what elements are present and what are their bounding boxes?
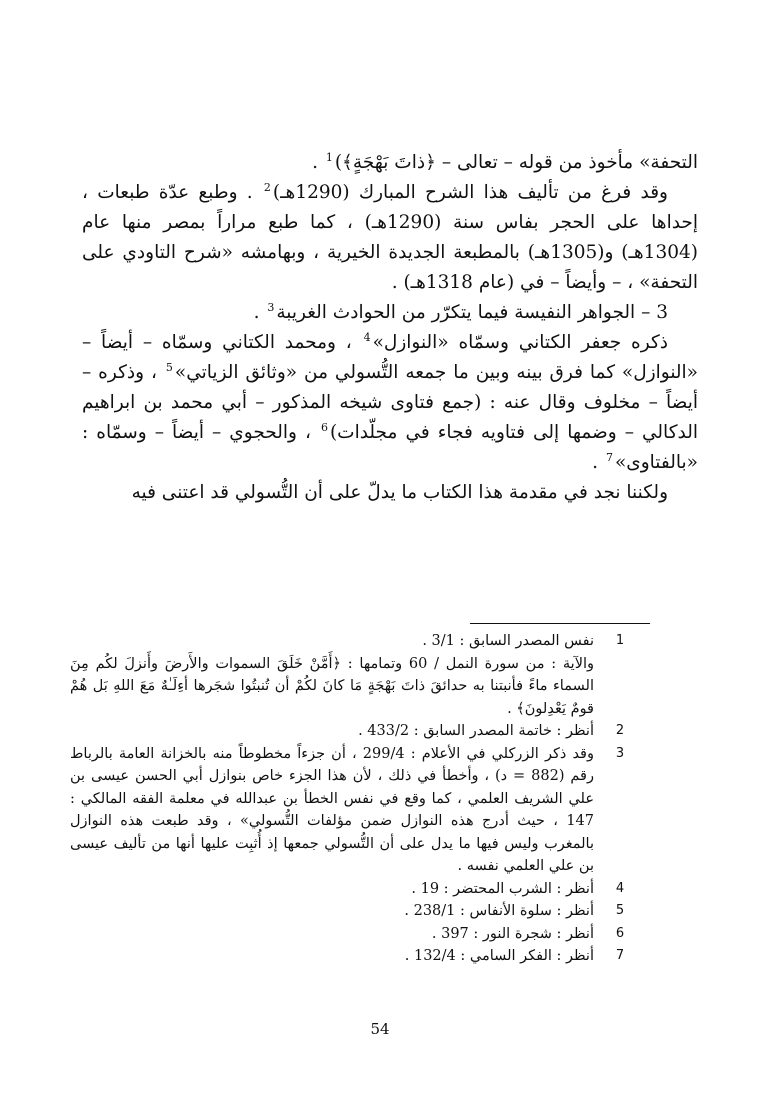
paragraph-5: ولكننا نجد في مقدمة هذا الكتاب ما يدلّ على أن التُّسولي قد اعتنى فيه <box>131 482 668 503</box>
footnote-number: 6 <box>615 925 625 941</box>
footnote-ref[interactable]: 4 <box>363 330 371 344</box>
footnote-separator <box>470 623 650 624</box>
paragraph-2: وقد فرغ من تأليف هذا الشرح المبارك (1290هـ)$^2$ . وطبع عدّة طبعات ، إحداها على الحجر بفاس سنة (1290هـ) ، كما طبع مراراً بمصر منها عام (1304هـ) و(1305هـ) بالمطبعة الجديدة الخيرية ، وبهامشه «شرح التاودي على التحفة» ، – وأيضاً – في (عام 1318هـ) . <box>82 180 698 293</box>
main-text <box>82 148 698 508</box>
footnote-ref[interactable]: 2 <box>263 180 271 194</box>
footnote-ref[interactable]: 1 <box>325 150 333 164</box>
footnote-line: والآية : من سورة النمل / 60 وتمامها : ﴿أَمَّنْ خَلَقَ السموات والأَرضَ وأَنزلَ لكُم مِنَ السماء ماءً فأنبتنا به حدائقَ ذاتَ بَهْجَةٍ مَا كانَ لكُمْ أن تُنبتُوا شجَرها أءِلَـٰهٌ مَعَ اللهِ بَل هُمْ قومٌ يَعْدِلونَ﴾ . <box>70 655 594 717</box>
footnote-6 <box>70 923 630 946</box>
footnote-line: أنظر : سلوة الأنفاس : 238/1 . <box>404 903 594 919</box>
footnote-number: 4 <box>615 880 625 896</box>
footnote-4 <box>70 878 630 901</box>
paragraph-3: 3 – الجواهر النفيسة فيما يتكرّر من الحوادث الغريبة$^3$ . <box>253 300 668 323</box>
footnote-5 <box>70 900 630 923</box>
footnote-line: أنظر : خاتمة المصدر السابق : 433/2 . <box>358 723 594 739</box>
footnote-ref[interactable]: 6 <box>320 420 328 434</box>
footnote-number: 5 <box>615 903 625 918</box>
footnote-line: نفس المصدر السابق : 3/1 . <box>422 633 594 649</box>
footnote-line: وقد ذكر الزركلي في الأعلام : 299/4 ، أن جزءاً مخطوطاً منه بالخزانة العامة بالرباط رقم (882 = د) ، وأخطأ في ذلك ، لأن هذا الجزء خاص بنوازل أبي الحسن عيسى بن علي الشريف العلمي ، كما وقع في نفس الخطأ بن عبدالله في معلمة الفقه المالكي : 147 ، حيث أدرج هذه النوازل ضمن مؤلفات التُّسولي» ، وقد طبعت هذه النوازل بالمغرب وليس فيها ما يدل على أن التُّسولي جمعها إذ أُثبِت عليها أنها من تأليف عيسى بن علي العلمي نفسه . <box>70 745 594 874</box>
footnote-line: أنظر : الفكر السامي : 132/4 . <box>404 948 594 964</box>
footnote-3 <box>70 743 630 878</box>
footnote-number: 1 <box>615 633 625 648</box>
footnote-line: أنظر : الشرب المحتضر : 19 . <box>411 880 594 897</box>
footnote-ref[interactable]: 5 <box>165 360 173 374</box>
footnote-number: 7 <box>615 948 625 963</box>
footnote-ref[interactable]: 7 <box>605 450 613 464</box>
footnote-line: أنظر : شجرة النور : 397 . <box>431 925 594 942</box>
paragraph-1: التحفة» مأخوذ من قوله – تعالى – ﴿ذاتَ بَهْجَةٍ﴾)$^1$ . <box>312 150 698 173</box>
footnote-2 <box>70 720 630 743</box>
footnotes <box>70 630 630 968</box>
paragraph-4: ذكره جعفر الكتاني وسمّاه «النوازل»$^4$ ، ومحمد الكتاني وسمّاه – أيضاً – «النوازل» كما فرق بينه وبين ما جمعه التُّسولي من «وثائق الزياتي»$^5$ ، وذكره – أيضاً – مخلوف وقال عنه : (جمع فتاوى شيخه المذكور – أبي محمد بن ابراهيم الدكالي – وضمها إلى فتاويه فجاء في مجلّدات)$^6$ ، والحجوي – أيضاً – وسمّاه : «بالفتاوى»$^7$ . <box>82 330 698 473</box>
footnote-number: 3 <box>615 745 625 761</box>
footnote-1 <box>70 630 630 720</box>
footnote-ref[interactable]: 3 <box>267 300 275 314</box>
footnote-number: 2 <box>615 723 625 738</box>
footnote-7 <box>70 945 630 968</box>
page-number: 54 <box>370 1020 390 1038</box>
